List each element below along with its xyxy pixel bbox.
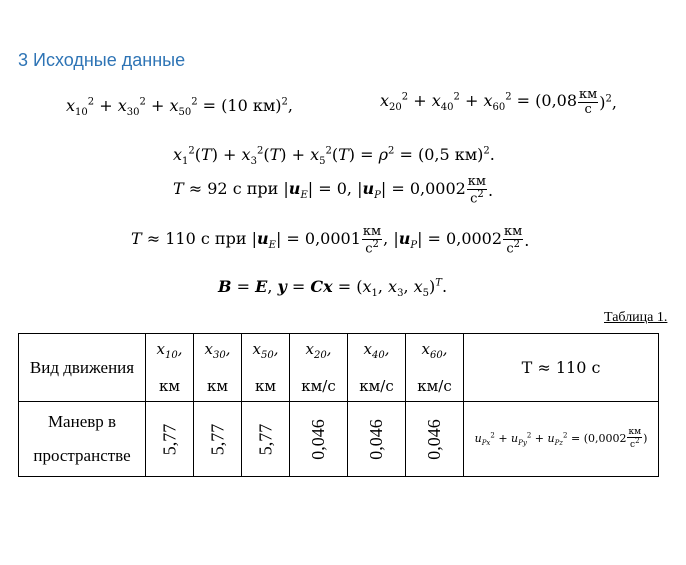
fraction-km-per-s: $\frac{км}{с}$ bbox=[579, 87, 598, 117]
value-x20: 0,046 bbox=[290, 402, 348, 477]
eq1-right: $x_{20}^2 + x_{40}^2 + x_{60}^2 = (0,08$ bbox=[380, 91, 578, 114]
header-x20: $x_{20}$, км/с bbox=[290, 334, 348, 402]
fraction-km-per-s2: $\frac{км}{с^2}$ bbox=[362, 224, 382, 256]
table-caption: Таблица 1. bbox=[604, 310, 668, 325]
equation-3: T ≈ 92 с при $|u_E| = 0$, $|u_P| = 0,0002$ $\frac{км}{с^2}$ . bbox=[173, 174, 494, 206]
header-x30: $x_{30}$, км bbox=[194, 334, 242, 402]
value-x40: 0,046 bbox=[348, 402, 406, 477]
equation-5: B = E, $y = Cx = (x_1$, $x_3$, $x_5)^T$. bbox=[218, 277, 448, 300]
equation-1 bbox=[66, 96, 293, 118]
equation-1-right: $x_{20}^2 + x_{40}^2 + x_{60}^2 = (0,08$ $\frac{км}{с}$ )$^2$, bbox=[380, 87, 617, 117]
header-x40: $x_{40}$, км/с bbox=[348, 334, 406, 402]
eq1-left: $x_{10}^2 + x_{30}^2 + x_{50}^2 = (10$ км)$^2$, bbox=[66, 96, 293, 119]
equation-2: $x_1^2(T) + x_3^2(T) + x_5^2(T) = \rho^2 = (0,5$ км)$^2$. bbox=[173, 145, 495, 168]
value-x30: 5,77 bbox=[194, 402, 242, 477]
header-label: Вид движения bbox=[19, 334, 146, 402]
fraction-km-per-s2: $\frac{км}{с^2}$ bbox=[504, 224, 523, 256]
header-x10: $x_{10}$, км bbox=[146, 334, 194, 402]
header-time: T ≈ 110 с bbox=[464, 334, 659, 402]
fraction-km-per-s2: $\frac{км}{с^2}$ bbox=[467, 174, 487, 206]
velocity-formula: $u_{Px}^2 + u_{Py}^2 + u_{Pz}^2 = (0,0002$ $\frac{км}{с^2}$ ) bbox=[474, 426, 648, 450]
formula-cell bbox=[464, 402, 659, 477]
table-header-row bbox=[19, 334, 659, 402]
header-x50: $x_{50}$, км bbox=[242, 334, 290, 402]
equation-4: T ≈ 110 с при $|u_E| = 0,0001$ $\frac{км}{с^2}$ , $|u_P| = 0,0002$ $\frac{км}{с^2}$ . bbox=[131, 224, 530, 256]
value-x60: 0,046 bbox=[406, 402, 464, 477]
row-label: Маневр в пространстве bbox=[19, 402, 146, 477]
table-row bbox=[19, 402, 659, 477]
header-x60: $x_{60}$, км/с bbox=[406, 334, 464, 402]
value-x50: 5,77 bbox=[242, 402, 290, 477]
data-table bbox=[18, 333, 659, 477]
section-heading: 3 Исходные данные bbox=[18, 50, 186, 70]
value-x10: 5,77 bbox=[146, 402, 194, 477]
